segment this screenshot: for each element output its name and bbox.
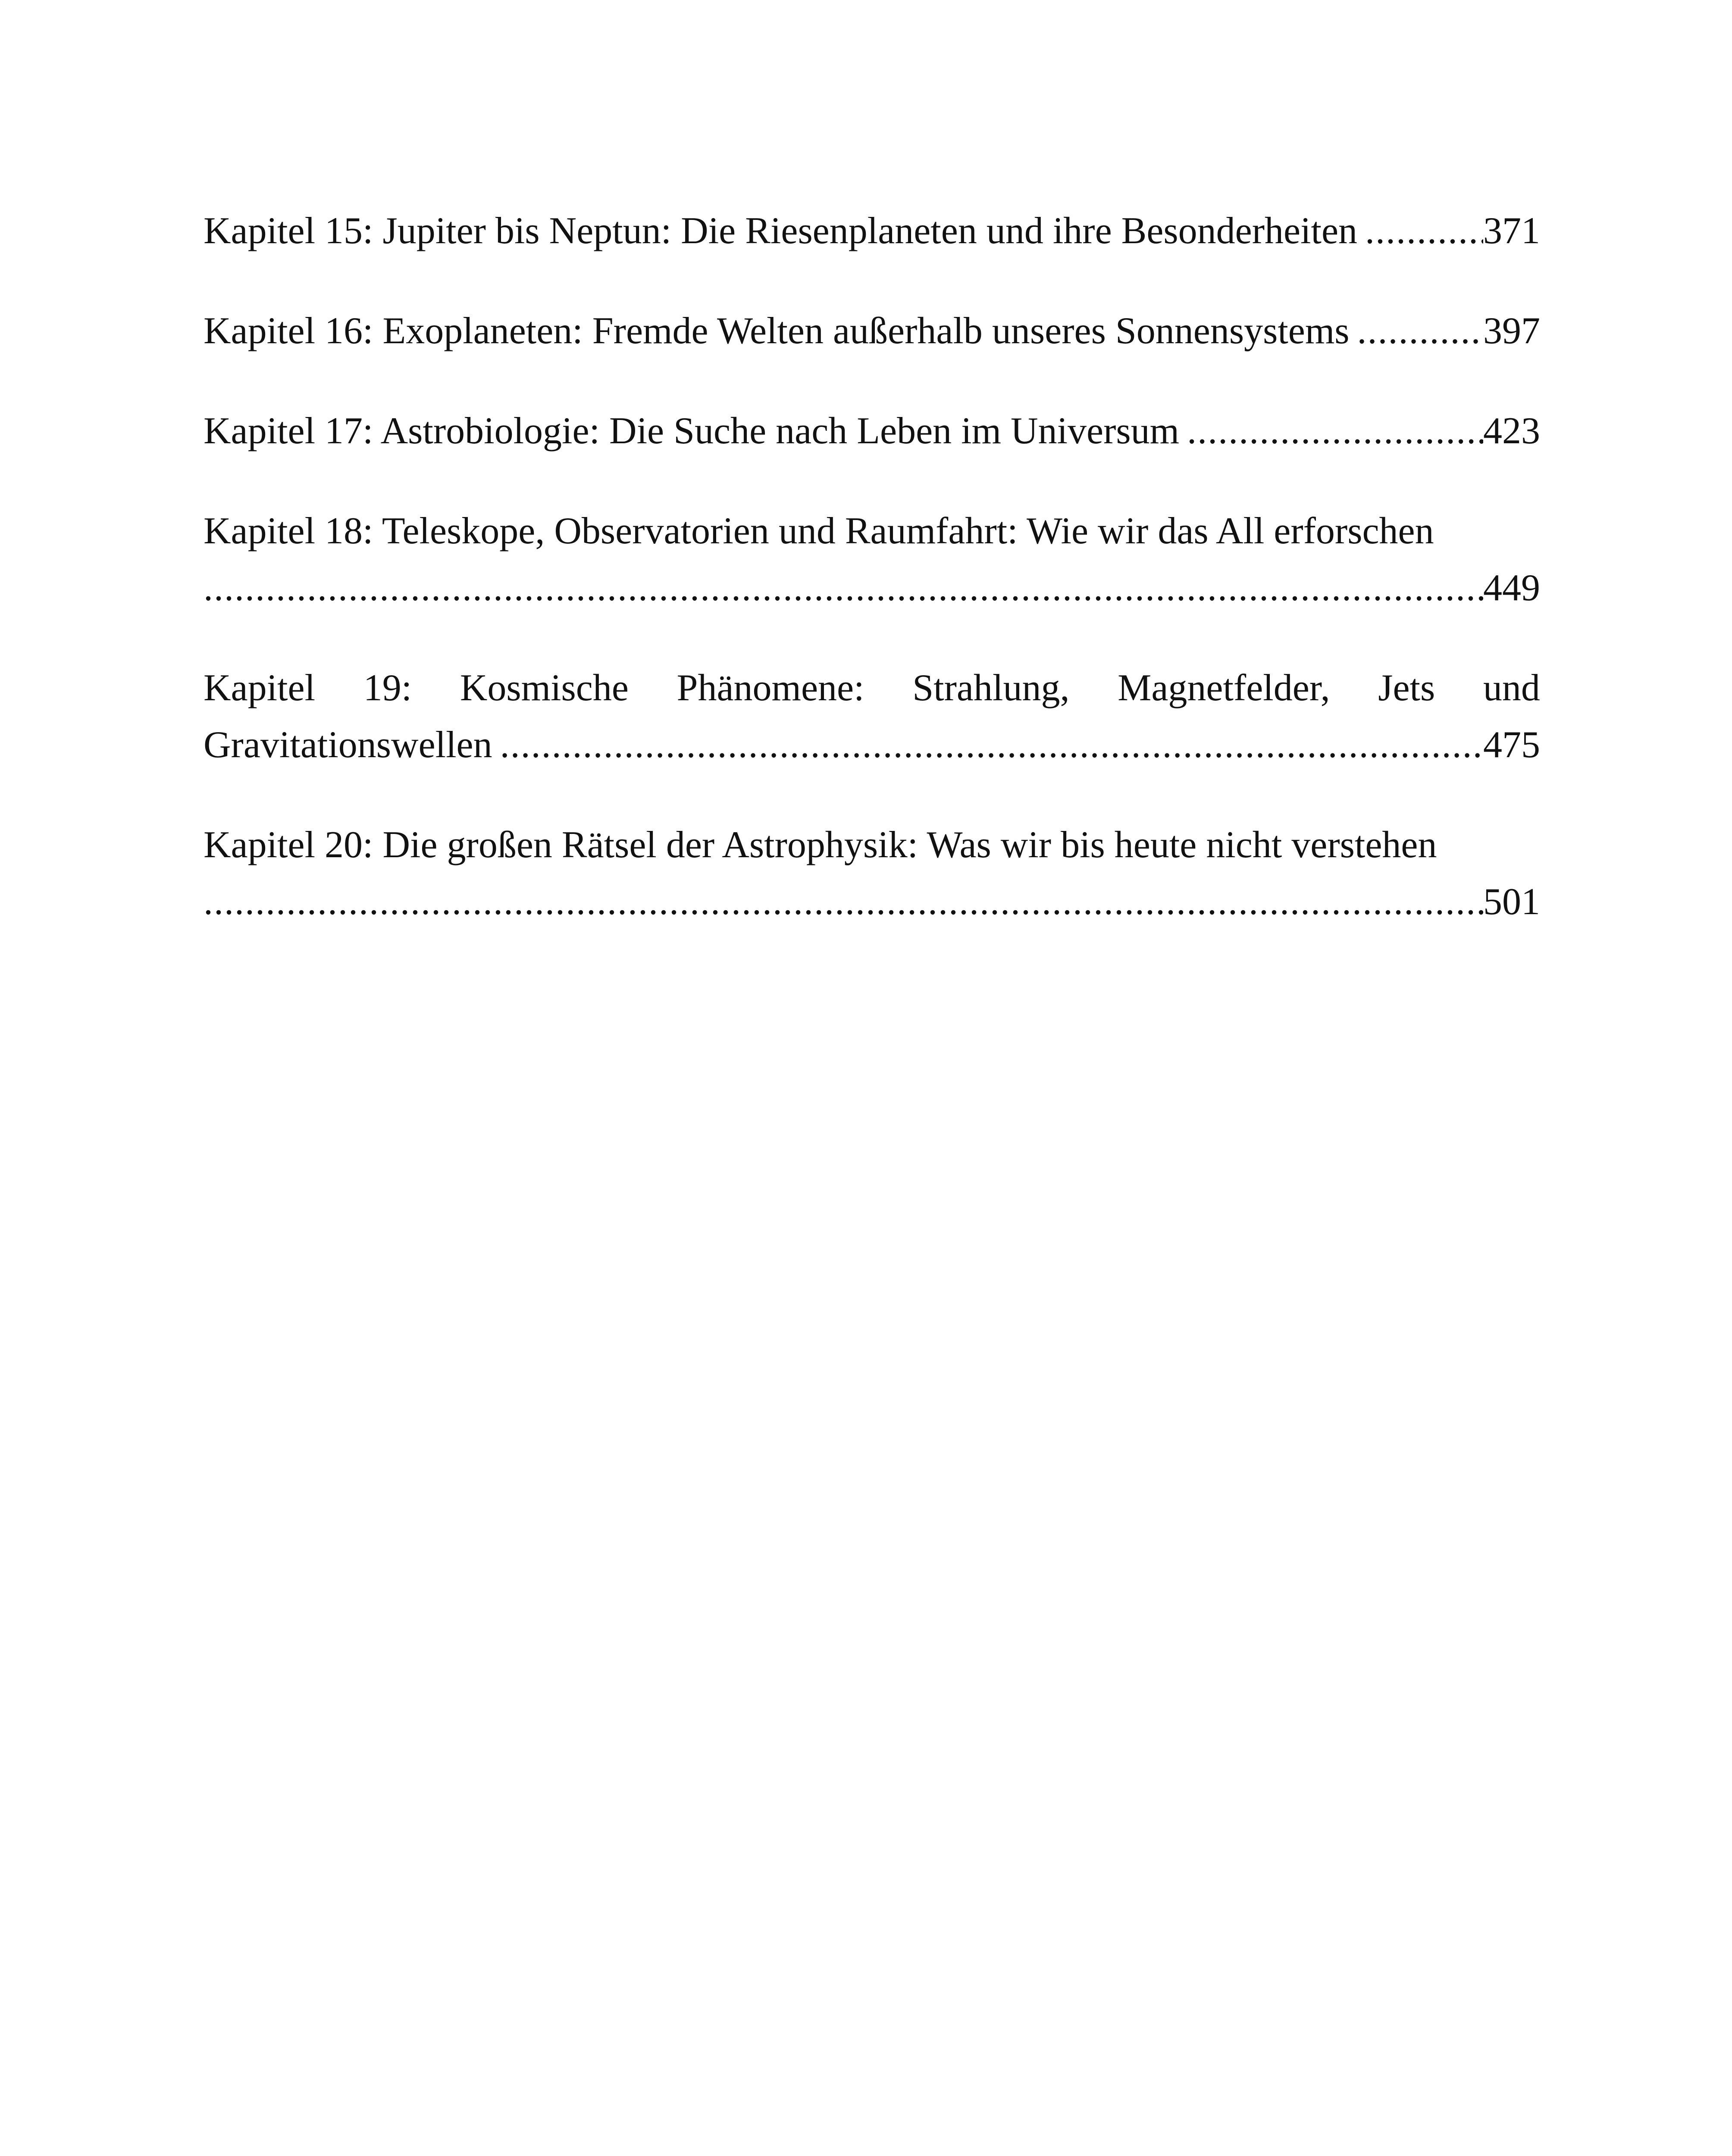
toc-entry-kapitel-15[interactable] bbox=[204, 203, 1540, 260]
dot-leader bbox=[1179, 403, 1483, 460]
title-word: Jets bbox=[1378, 667, 1435, 709]
title-word: 19: bbox=[363, 667, 412, 709]
title-word: Kapitel bbox=[204, 667, 316, 709]
title-word: und bbox=[1483, 667, 1540, 709]
toc-entry-title: Kapitel 15: Jupiter bis Neptun: Die Riesenplaneten und ihre Besonderheiten bbox=[204, 210, 1358, 252]
toc-entry-page-number: 501 bbox=[1483, 881, 1540, 923]
title-word: Magnetfelder, bbox=[1118, 667, 1330, 709]
toc-entry-kapitel-16[interactable] bbox=[204, 303, 1540, 360]
title-word: Strahlung, bbox=[912, 667, 1070, 709]
toc-entry-kapitel-19[interactable] bbox=[204, 660, 1540, 774]
dot-leader bbox=[1357, 203, 1483, 260]
toc-entry-title-continuation: Gravitationswellen bbox=[204, 724, 492, 766]
dot-leader bbox=[1350, 303, 1483, 360]
toc-entry-page-number: 371 bbox=[1483, 210, 1540, 252]
toc-entry-page-number: 423 bbox=[1483, 410, 1540, 452]
table-of-contents bbox=[204, 203, 1540, 974]
toc-entry-kapitel-18[interactable] bbox=[204, 503, 1540, 617]
title-word: Kosmische bbox=[460, 667, 629, 709]
toc-entry-kapitel-20[interactable] bbox=[204, 817, 1540, 931]
toc-entry-page-number: 475 bbox=[1483, 724, 1540, 766]
toc-entry-page-number: 397 bbox=[1483, 310, 1540, 352]
toc-entry-title: Kapitel 16: Exoplaneten: Fremde Welten außerhalb unseres Sonnensystems bbox=[204, 310, 1350, 352]
toc-entry-title bbox=[204, 660, 1540, 717]
toc-entry-page-number: 449 bbox=[1483, 567, 1540, 609]
toc-entry-title: Kapitel 17: Astrobiologie: Die Suche nach Leben im Universum bbox=[204, 410, 1180, 452]
toc-entry-kapitel-17[interactable] bbox=[204, 403, 1540, 460]
toc-entry-title: Kapitel 18: Teleskope, Observatorien und Raumfahrt: Wie wir das All erforschen bbox=[204, 510, 1434, 552]
title-word: Phänomene: bbox=[677, 667, 864, 709]
dot-leader bbox=[204, 560, 1483, 617]
dot-leader bbox=[492, 717, 1483, 774]
dot-leader bbox=[204, 874, 1483, 931]
toc-entry-title: Kapitel 20: Die großen Rätsel der Astrophysik: Was wir bis heute nicht verstehen bbox=[204, 824, 1437, 866]
